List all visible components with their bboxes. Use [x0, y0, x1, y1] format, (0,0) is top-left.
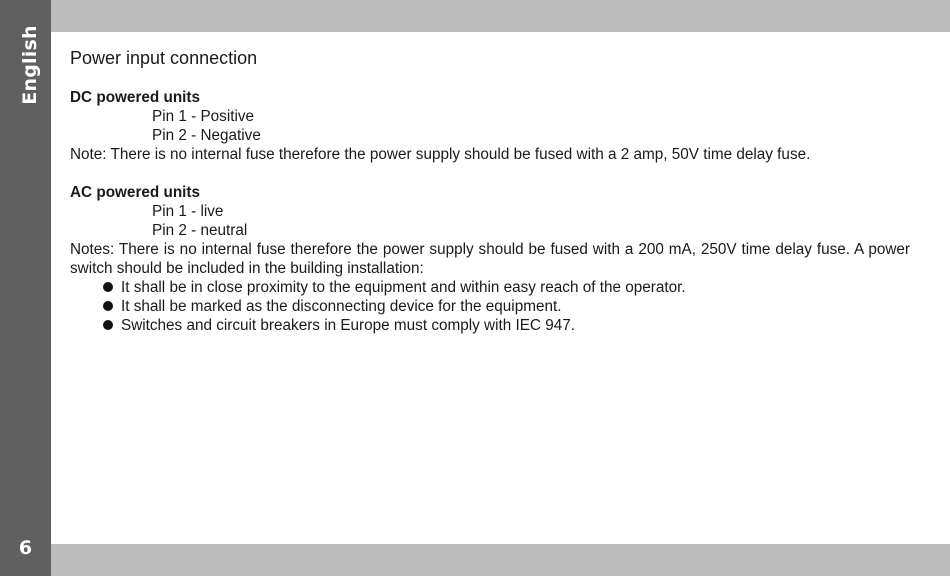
list-item — [102, 278, 910, 297]
section-spacer — [70, 164, 910, 183]
dc-heading: DC powered units — [70, 89, 201, 106]
page-number: 6 — [18, 537, 33, 559]
list-item — [102, 316, 910, 335]
dc-pin-2: Pin 2 - Negative — [152, 127, 261, 144]
page-title: Power input connection — [70, 48, 258, 68]
ac-note: Notes: There is no internal fuse therefore the power supply should be fused with a 200 mA, 250V time delay fuse. A power switch should be included in the building installation: — [70, 241, 910, 277]
list-item — [102, 297, 910, 316]
list-item-text: It shall be marked as the disconnecting device for the equipment. — [121, 298, 562, 315]
bullet-icon — [103, 301, 113, 311]
footer-bar — [51, 544, 950, 576]
header-bar — [51, 0, 950, 32]
dc-note: Note: There is no internal fuse therefore the power supply should be fused with a 2 amp, 50V time delay fuse. — [70, 146, 811, 163]
bullet-icon — [103, 320, 113, 330]
ac-pin-1: Pin 1 - live — [152, 203, 224, 220]
dc-pin-1: Pin 1 - Positive — [152, 108, 255, 125]
ac-requirements-list — [70, 278, 910, 335]
ac-heading: AC powered units — [70, 184, 201, 201]
ac-pin-2: Pin 2 - neutral — [152, 222, 248, 239]
page-content — [70, 46, 910, 335]
list-item-text: It shall be in close proximity to the equipment and within easy reach of the operator. — [121, 279, 686, 296]
bullet-icon — [103, 282, 113, 292]
sidebar — [0, 0, 51, 576]
language-label: English — [19, 25, 41, 105]
list-item-text: Switches and circuit breakers in Europe must comply with IEC 947. — [121, 317, 575, 334]
